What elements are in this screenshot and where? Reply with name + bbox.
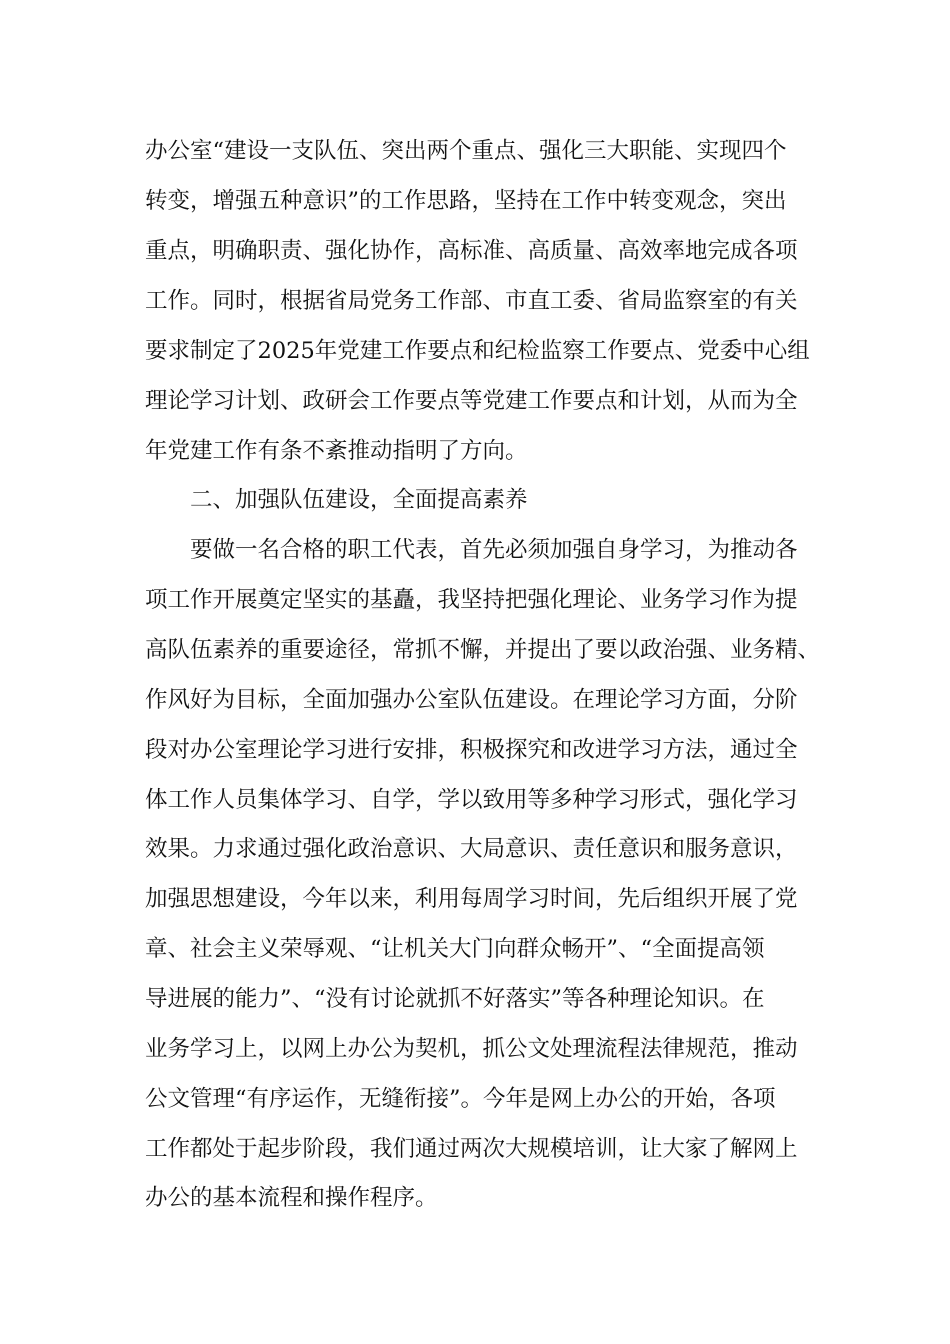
text-line: 段对办公室理论学习进行安排，积极探究和改进学习方法，通过全 [145,737,798,763]
text-line: 体工作人员集体学习、自学，学以致用等多种学习形式，强化学习 [145,787,798,813]
text-line: 高队伍素养的重要途径，常抓不懈，并提出了要以政治强、业务精、 [145,637,821,663]
text-line: 效果。力求通过强化政治意识、大局意识、责任意识和服务意识， [145,836,798,862]
text-line: 要求制定了2025年党建工作要点和纪检监察工作要点、党委中心组 [145,338,810,364]
text-line: 章、社会主义荣辱观、“让机关大门向群众畅开”、“全面提高领 [145,936,765,962]
text-line: 工作都处于起步阶段，我们通过两次大规模培训，让大家了解网上 [145,1136,798,1162]
text-line: 公文管理“有序运作，无缝衔接”。今年是网上办公的开始，各项 [145,1086,776,1112]
text-line: 业务学习上，以网上办公为契机，抓公文处理流程法律规范，推动 [145,1036,798,1062]
text-line: 加强思想建设，今年以来，利用每周学习时间，先后组织开展了党 [145,886,798,912]
text-line: 办公室“建设一支队伍、突出两个重点、强化三大职能、实现四个 [145,138,787,164]
text-line: 转变，增强五种意识”的工作思路，坚持在工作中转变观念，突出 [145,188,787,214]
text-line: 项工作开展奠定坚实的基矗，我坚持把强化理论、业务学习作为提 [145,587,798,613]
section-heading: 二、加强队伍建设，全面提高素养 [190,487,528,513]
text-line: 导进展的能力”、“没有讨论就抓不好落实”等各种理论知识。在 [145,986,765,1012]
text-line: 重点，明确职责、强化协作，高标准、高质量、高效率地完成各项 [145,238,798,264]
text-line: 年党建工作有条不紊推动指明了方向。 [145,438,528,464]
text-line: 理论学习计划、政研会工作要点等党建工作要点和计划，从而为全 [145,388,798,414]
text-line: 办公的基本流程和操作程序。 [145,1185,438,1211]
text-line: 工作。同时，根据省局党务工作部、市直工委、省局监察室的有关 [145,288,798,314]
text-line: 作风好为目标，全面加强办公室队伍建设。在理论学习方面，分阶 [145,687,798,713]
text-line: 要做一名合格的职工代表，首先必须加强自身学习，为推动各 [190,537,798,563]
